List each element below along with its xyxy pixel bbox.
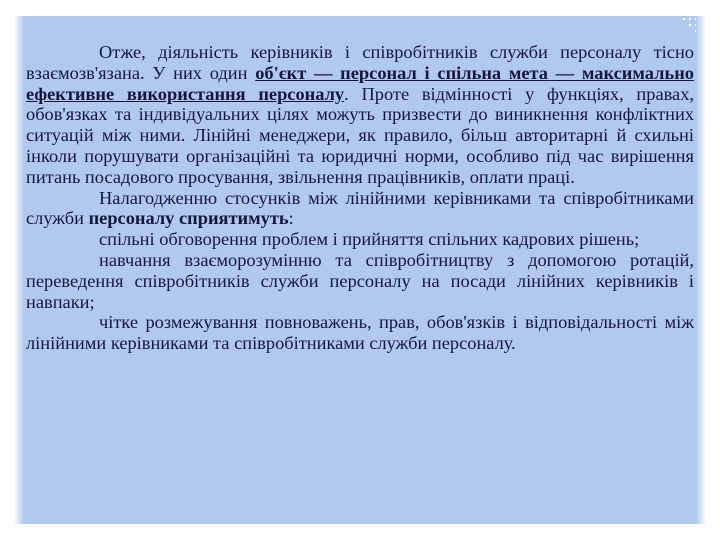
slide-body-text — [26, 42, 694, 354]
paragraph-relationships — [26, 42, 694, 188]
list-item-discussions — [26, 229, 694, 250]
paragraph-text: . Проте відмінності у функціях, правах, обов'язках та індивідуальних цілях можуть призвести до виникнення конфліктних ситуацій між ними. Лінійні менеджери, як правило, більш авторитарні й схильні інколи порушувати організаційні та юридичні норми, особливо під час вирішення питань посадового просування, звільнення працівників, оплати праці. — [26, 83, 695, 187]
dotted-corner-icon — [680, 16, 706, 42]
bold-emphasis: персоналу сприятимуть — [88, 208, 289, 229]
underlined-emphasis: об'єкт — персонал і спільна мета — максимально ефективне використання персоналу — [26, 62, 694, 104]
paragraph-indent — [26, 250, 99, 270]
paragraph-indent — [26, 188, 99, 208]
paragraph-text: спільні обговорення проблем і прийняття спільних кадрових рішень; — [99, 229, 640, 250]
paragraph-indent — [26, 312, 99, 332]
paragraph-text: : — [288, 208, 294, 229]
list-item-delineation — [26, 312, 694, 354]
paragraph-text: Налагодженню стосунків між лінійними керівниками та співробітниками служби — [26, 187, 694, 229]
paragraph-text: Отже, діяльність керівників і співробітників служби персоналу тісно взаємозв'язана. У них один — [26, 42, 694, 83]
paragraph-improvement — [26, 188, 694, 230]
list-item-training — [26, 250, 694, 312]
paragraph-text: чітке розмежування повноважень, прав, обов'язків і відповідальності між лінійними керівниками та співробітниками служби персоналу. — [26, 312, 694, 354]
paragraph-indent — [26, 42, 99, 62]
paragraph-indent — [26, 229, 99, 249]
paragraph-text: навчання взаєморозумінню та співробітництву з допомогою ротацій, переведення співробітників служби персоналу на посади лінійних керівників і навпаки; — [26, 249, 694, 312]
